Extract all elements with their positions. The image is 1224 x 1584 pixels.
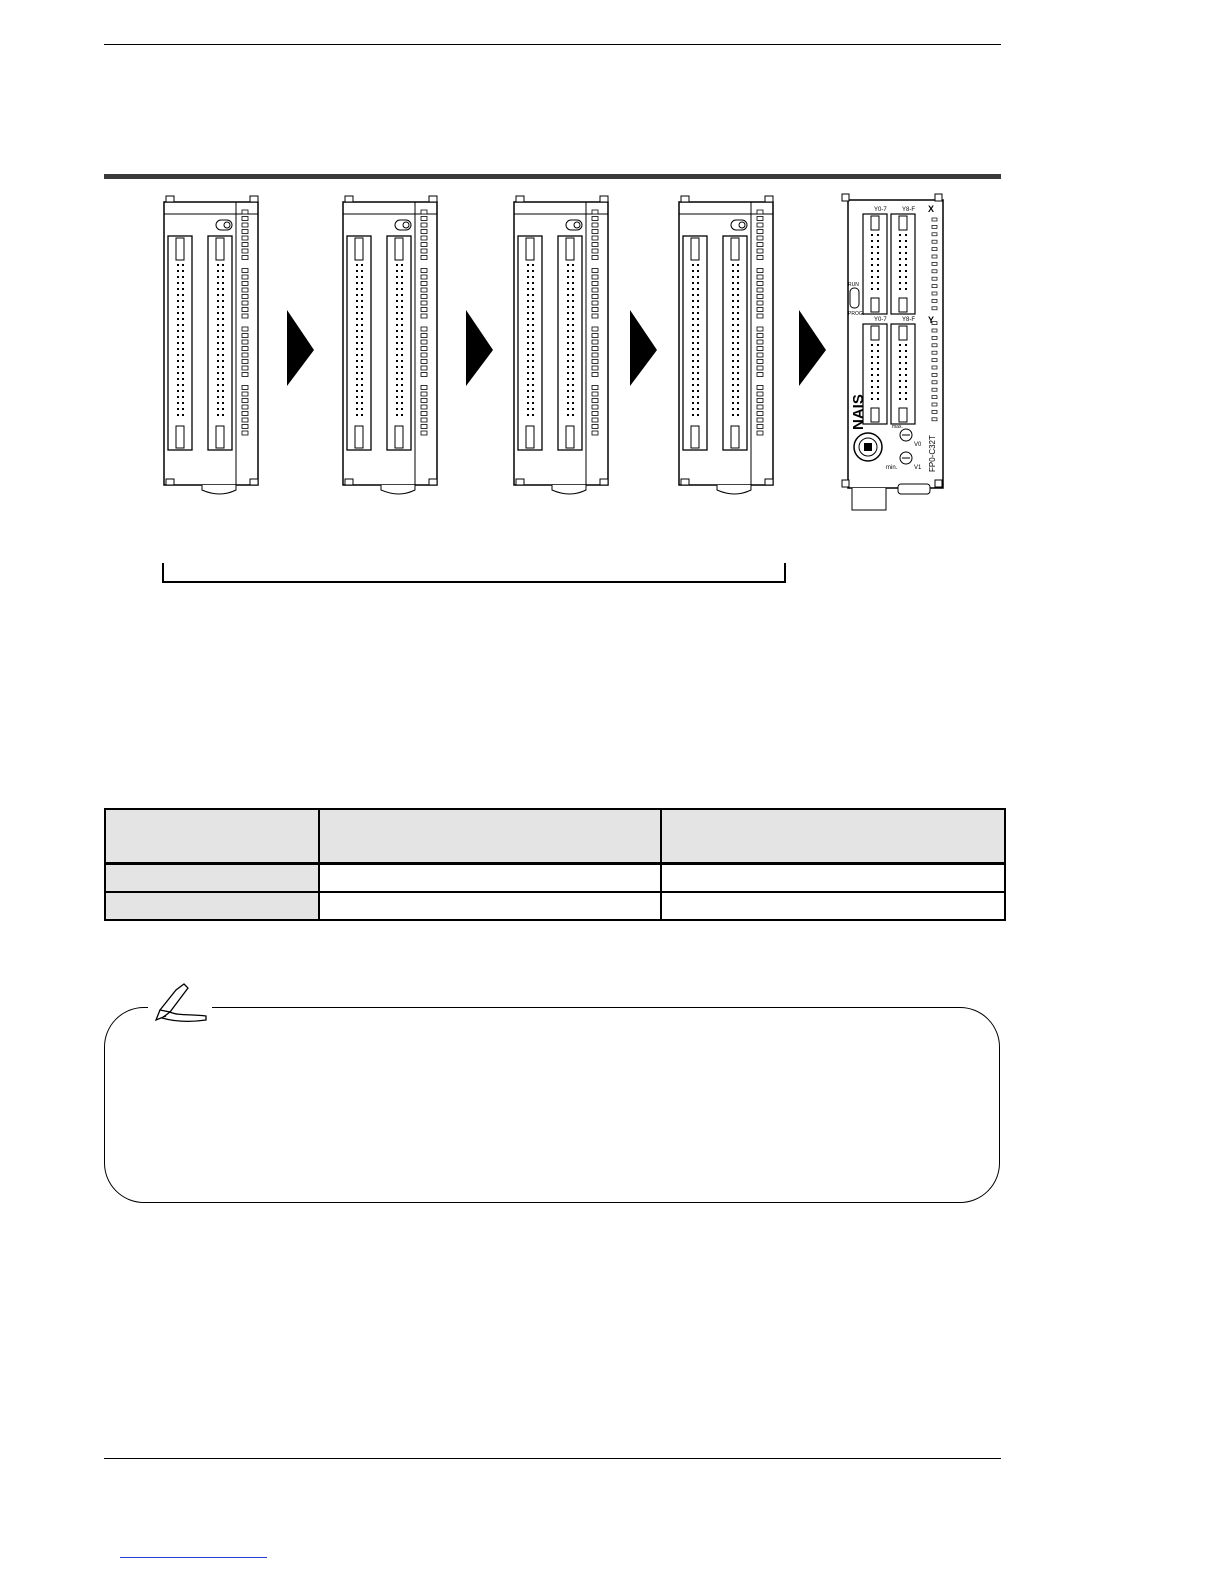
table-cell [661, 892, 1005, 920]
brand-logo: NAIS [850, 394, 867, 430]
control-terminal-label-1: Y0-7 [874, 207, 887, 213]
trim-range-min: min. [886, 465, 898, 471]
control-terminal-label-3: Y0-7 [874, 317, 887, 323]
flow-arrow [287, 310, 314, 386]
units-table [104, 808, 1006, 921]
flow-arrow [799, 310, 826, 386]
table-header-row [105, 809, 1005, 864]
trim-label-v1: V1 [914, 465, 922, 471]
table-row [105, 892, 1005, 920]
table-cell [319, 892, 661, 920]
control-unit [842, 194, 943, 510]
run-switch-label: RUN [848, 282, 859, 288]
table-header-cell [105, 809, 319, 864]
expansion-unit-4 [679, 196, 773, 494]
channel-mark-y: Y [928, 315, 935, 325]
table-header-cell [661, 809, 1005, 864]
table-row [105, 864, 1005, 893]
expansion-unit-3 [514, 196, 608, 494]
channel-mark-x: X [928, 204, 935, 214]
prog-switch-label: PROG. [848, 311, 865, 317]
expansion-diagram [150, 190, 970, 520]
trim-label-v0: V0 [914, 442, 922, 448]
table-cell [319, 864, 661, 893]
table-header-cell [319, 809, 661, 864]
footer-rule [104, 1458, 1001, 1459]
flow-arrow [466, 310, 493, 386]
expansion-bracket [162, 563, 786, 583]
model-label: FP0-C32T [928, 435, 937, 472]
trim-range-max: max. [892, 424, 903, 430]
note-box [104, 1007, 1000, 1203]
table-row-label [105, 864, 319, 893]
flow-arrow [630, 310, 657, 386]
footer-link-underline [120, 1557, 267, 1558]
table-cell [661, 864, 1005, 893]
control-terminal-label-4: Y8-F [902, 317, 916, 323]
section-rule [104, 174, 1001, 179]
control-terminal-label-2: Y8-F [902, 207, 916, 213]
expansion-unit-2 [343, 196, 437, 494]
table-row-label [105, 892, 319, 920]
header-rule [104, 44, 1001, 45]
note-pencil-icon [148, 980, 212, 1024]
expansion-unit-1 [164, 196, 258, 494]
